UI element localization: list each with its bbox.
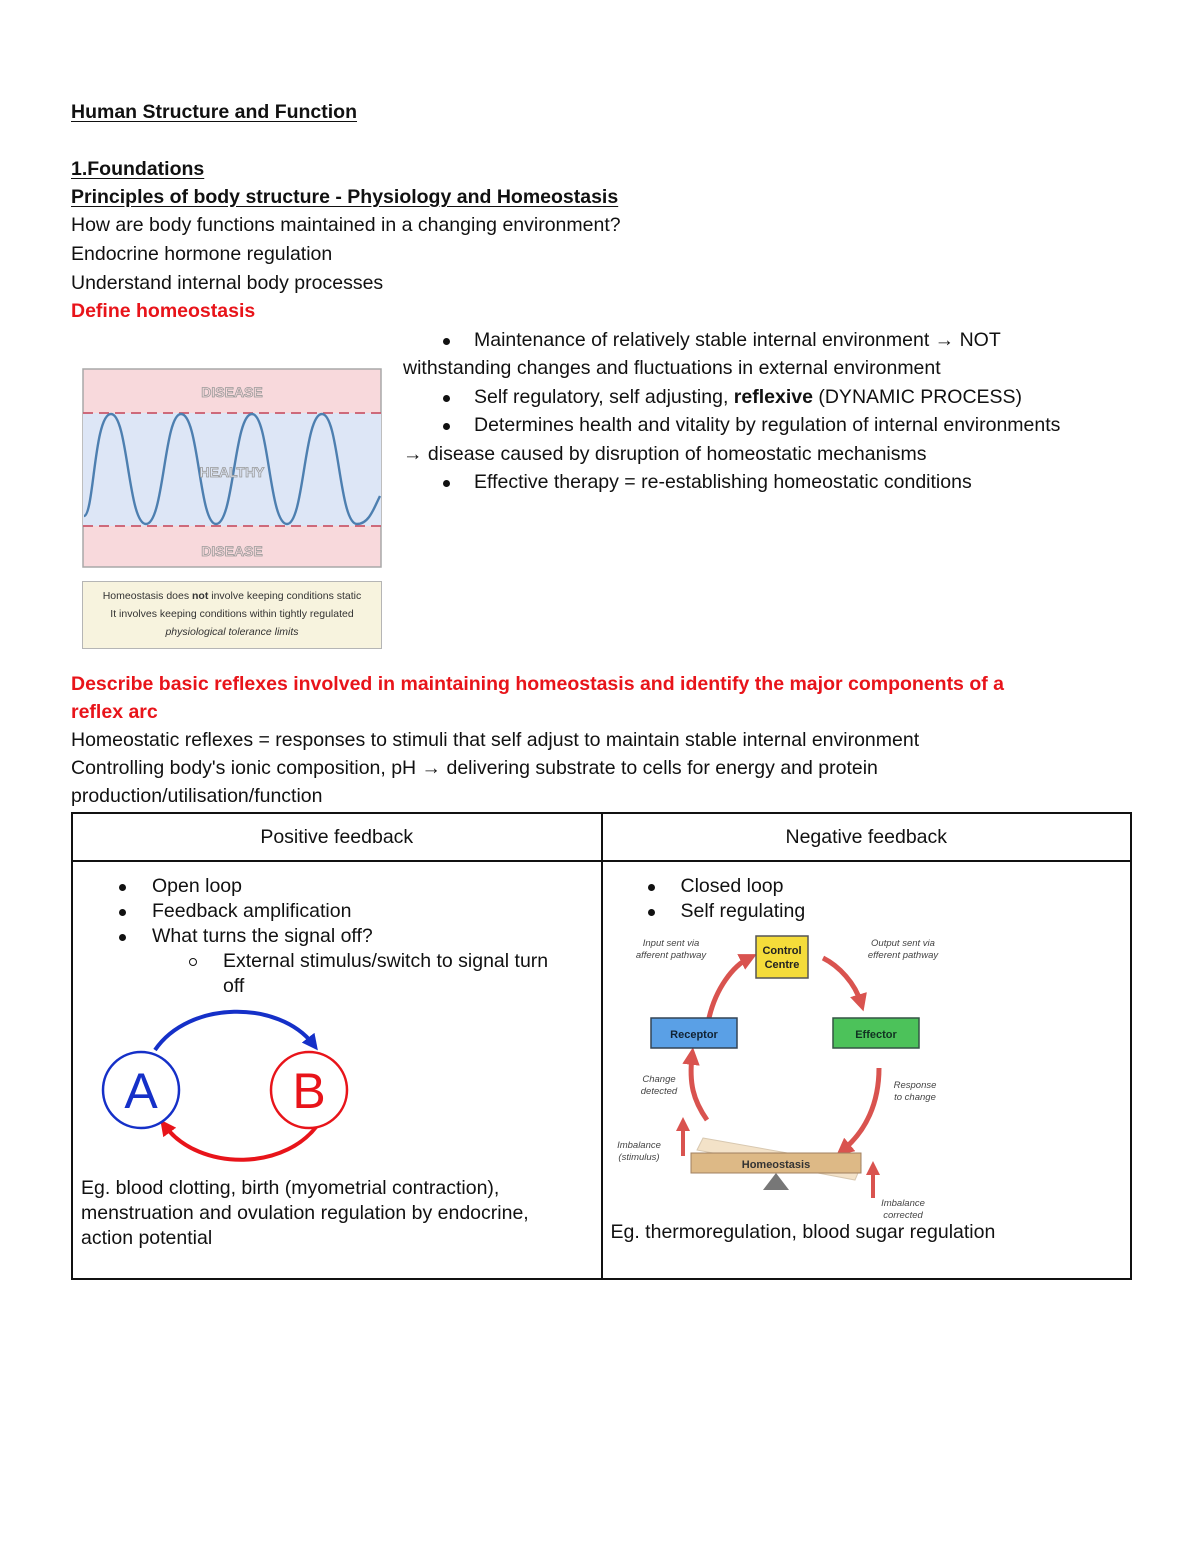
bullet-dot: [443, 338, 450, 345]
homeostasis-range-chart: [82, 368, 382, 568]
healthy-label: HEALTHY: [199, 464, 265, 480]
loop-arrow-input: [709, 958, 749, 1018]
change-label: Change: [641, 1074, 676, 1085]
node-b-label: B: [292, 1063, 326, 1119]
input-label: afferent pathway: [635, 950, 706, 961]
bullet-text: Maintenance of relatively stable internal environment → NOT: [474, 329, 1001, 351]
imbalance-label: Imbalance: [616, 1140, 661, 1151]
positive-example: Eg. blood clotting, birth (myometrial contraction), menstruation and ovulation regulation by endocrine, action potential: [81, 1177, 529, 1249]
bullet-dot: [119, 884, 126, 891]
imbalance-label: (stimulus): [617, 1152, 660, 1163]
loop-arrow-change: [691, 1056, 707, 1120]
positive-feedback-cell: [72, 861, 602, 1279]
homeostasis-label: Homeostasis: [741, 1159, 810, 1171]
response-label: Response: [893, 1080, 936, 1091]
negative-feedback-diagram: [611, 928, 951, 1218]
reflex-text: Controlling body's ionic composition, pH → delivering substrate to cells for energy and protein: [71, 757, 878, 779]
reflex-heading: Describe basic reflexes involved in maintaining homeostasis and identify the major components of a: [71, 673, 1004, 695]
bullet-text: Self regulatory, self adjusting,: [474, 386, 734, 408]
subtitle: Principles of body structure - Physiology and Homeostasis: [71, 186, 619, 208]
intro-line: Endocrine hormone regulation: [71, 243, 333, 265]
bullet-item: [443, 468, 972, 497]
bullet-bold: reflexive: [733, 386, 813, 408]
positive-feedback-diagram: [99, 1002, 379, 1172]
change-label: detected: [640, 1086, 677, 1097]
homeostasis-range-figure: [82, 368, 382, 568]
effector-label: Effector: [854, 1029, 897, 1041]
bullet-continuation: withstanding changes and fluctuations in external environment: [403, 357, 941, 379]
bullet-text: Effective therapy = re-establishing homeostatic conditions: [474, 471, 972, 493]
loop-arrow-output: [823, 958, 861, 1003]
bullet-continuation: → disease caused by disruption of homeostatic mechanisms: [403, 443, 927, 465]
doc-title: Human Structure and Function: [71, 101, 358, 123]
negative-example: Eg. thermoregulation, blood sugar regulation: [610, 1221, 996, 1243]
bullet-item: Closed loop: [648, 874, 784, 899]
bullet-dot: [119, 934, 126, 941]
corrected-label: Imbalance: [880, 1198, 925, 1209]
response-label: to change: [893, 1092, 936, 1103]
bullet-dot: [443, 395, 450, 402]
reflex-text: Homeostatic reflexes = responses to stimuli that self adjust to maintain stable internal environment: [71, 729, 920, 751]
corrected-label: corrected: [882, 1210, 923, 1218]
homeostasis-note-box: [82, 581, 382, 649]
control-centre-box: [756, 936, 808, 978]
bullet-dot: [648, 909, 655, 916]
bullet-text: Determines health and vitality by regulation of internal environments: [474, 414, 1061, 436]
define-heading: Define homeostasis: [71, 300, 256, 322]
note-line: physiological tolerance limits: [165, 626, 299, 638]
negative-feedback-header: Negative feedback: [602, 813, 1132, 861]
bullet-item: Self regulating: [648, 899, 806, 924]
bullet-item: What turns the signal off?: [119, 924, 373, 949]
bullet-item: Open loop: [119, 874, 242, 899]
loop-arrow-response: [843, 1068, 879, 1150]
feedback-table: [71, 812, 1132, 1280]
output-label: efferent pathway: [867, 950, 938, 961]
intro-line: Understand internal body processes: [71, 272, 384, 294]
sub-bullet-dot: [189, 958, 197, 966]
receptor-label: Receptor: [669, 1029, 718, 1041]
note-line: It involves keeping conditions within tightly regulated: [110, 608, 354, 620]
bullet-dot: [443, 480, 450, 487]
bullet-dot: [648, 884, 655, 891]
control-centre-label: Control: [761, 945, 802, 957]
node-a-label: A: [124, 1063, 158, 1119]
output-label: Output sent via: [870, 938, 935, 949]
a-to-b-arrow: [155, 1012, 313, 1050]
disease-bottom-label: DISEASE: [201, 543, 263, 559]
note-line: Homeostasis does not involve keeping conditions static: [102, 590, 362, 602]
positive-feedback-header: Positive feedback: [72, 813, 602, 861]
intro-line: How are body functions maintained in a changing environment?: [71, 214, 621, 236]
control-centre-label: Centre: [764, 959, 799, 971]
bullet-dot: [443, 423, 450, 430]
section-heading: 1.Foundations: [71, 158, 205, 180]
reflex-text: production/utilisation/function: [71, 785, 323, 807]
negative-feedback-cell: [602, 861, 1132, 1279]
reflex-heading: reflex arc: [71, 701, 158, 723]
bullet-item: Feedback amplification: [119, 899, 351, 924]
bullet-text: (DYNAMIC PROCESS): [812, 386, 1023, 408]
seesaw-fulcrum: [763, 1173, 789, 1190]
input-label: Input sent via: [642, 938, 699, 949]
bullet-dot: [119, 909, 126, 916]
bullet-item: [443, 326, 1001, 355]
sub-bullet-item: External stimulus/switch to signal turn off: [189, 949, 603, 999]
disease-top-label: DISEASE: [201, 384, 263, 400]
bullet-item: [443, 383, 1022, 412]
bullet-item: [443, 411, 1060, 440]
